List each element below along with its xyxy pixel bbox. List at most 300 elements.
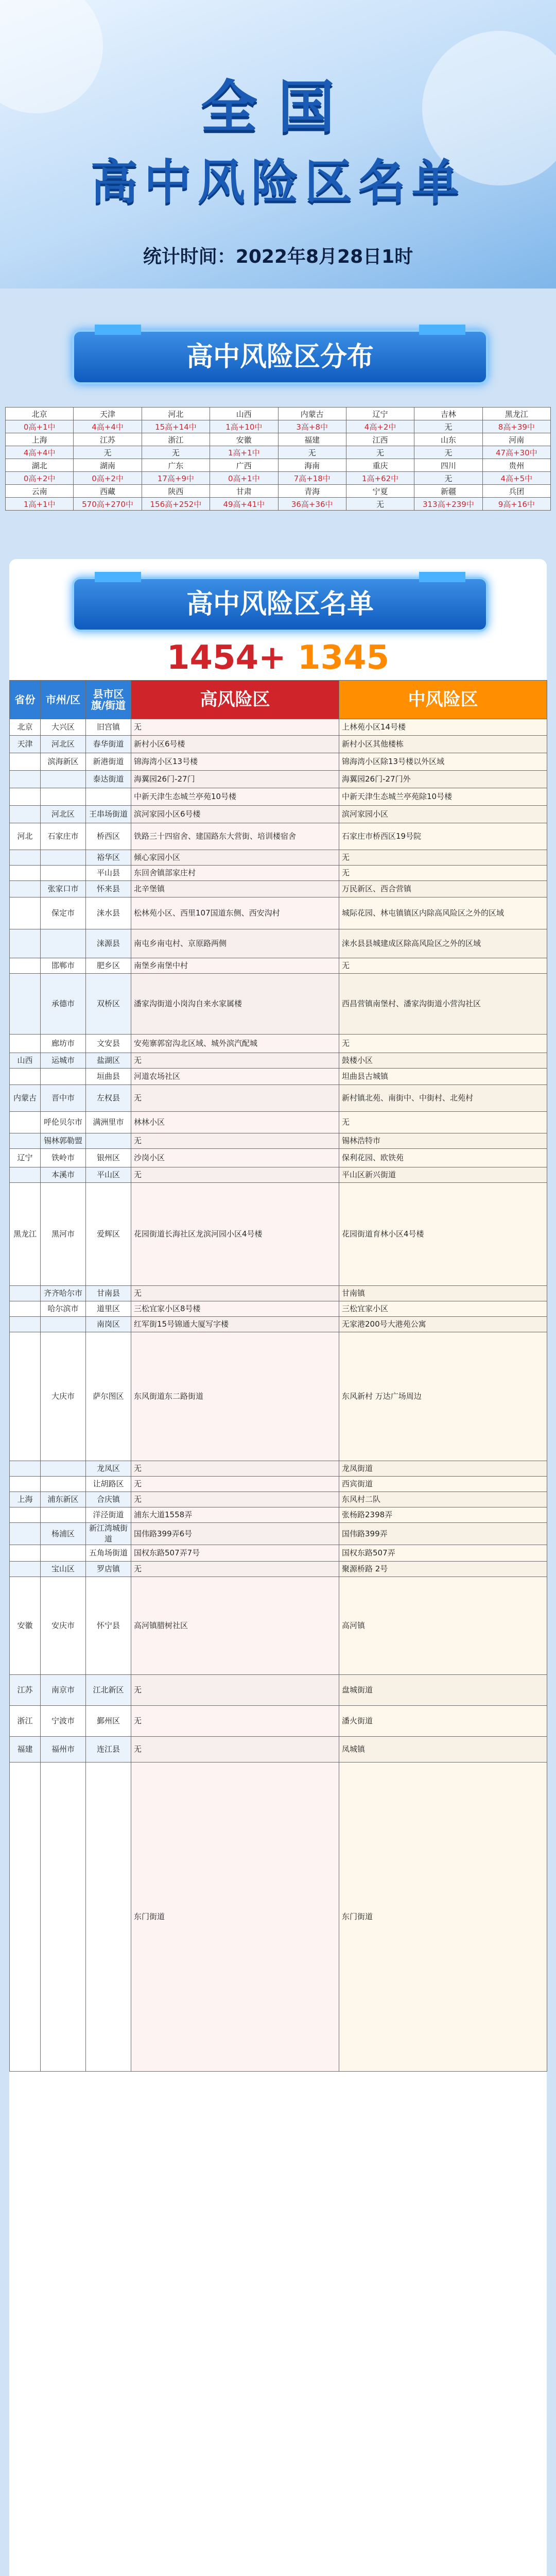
county-cell: 裕华区 [86, 850, 131, 866]
city-cell [41, 1461, 86, 1477]
province-cell: 河北 [10, 823, 41, 850]
mid-risk-cell: 无 [339, 1112, 547, 1133]
dist-province: 云南 [6, 485, 74, 498]
mid-risk-cell: 三松宜家小区 [339, 1301, 547, 1317]
mid-risk-cell: 西昌营镇南堡村、潘家沟街道小营沟社区 [339, 974, 547, 1035]
city-cell: 齐齐哈尔市 [41, 1286, 86, 1301]
dist-value-row [6, 420, 551, 433]
province-cell [10, 1332, 41, 1461]
stat-time: 统计时间：2022年8月28日1时 [143, 246, 413, 267]
mid-risk-cell: 上林苑小区14号楼 [339, 719, 547, 736]
county-cell: 盐湖区 [86, 1053, 131, 1069]
city-cell [41, 929, 86, 958]
high-risk-cell: 无 [131, 1477, 339, 1492]
dist-province: 河北 [142, 408, 210, 420]
high-risk-cell: 无 [131, 1053, 339, 1069]
province-cell [10, 1507, 41, 1523]
mid-risk-cell: 鼓楼小区 [339, 1053, 547, 1069]
dist-count: 156高+252中 [142, 498, 210, 511]
table-row [10, 1069, 547, 1085]
city-cell: 河北区 [41, 736, 86, 753]
mid-risk-cell: 无 [339, 866, 547, 881]
province-cell [10, 753, 41, 771]
table-row [10, 958, 547, 974]
province-cell [10, 1762, 41, 2072]
province-cell: 天津 [10, 736, 41, 753]
province-cell [10, 1035, 41, 1053]
county-cell: 桥西区 [86, 823, 131, 850]
province-cell: 黑龙江 [10, 1183, 41, 1286]
dist-count: 无 [414, 472, 482, 485]
dist-province: 吉林 [414, 408, 482, 420]
city-cell: 浦东新区 [41, 1492, 86, 1507]
dist-province: 黑龙江 [482, 408, 550, 420]
mid-risk-cell: 国权东路507弄 [339, 1545, 547, 1562]
mid-risk-cell: 新村镇北苑、南街中、中街村、北苑村 [339, 1085, 547, 1112]
county-cell: 左权县 [86, 1085, 131, 1112]
county-cell: 让胡路区 [86, 1477, 131, 1492]
city-cell: 呼伦贝尔市 [41, 1112, 86, 1133]
province-cell [10, 806, 41, 823]
province-cell [10, 1523, 41, 1545]
dist-count: 0高+2中 [6, 472, 74, 485]
dist-value-row [6, 472, 551, 485]
city-cell: 杨浦区 [41, 1523, 86, 1545]
dist-province: 内蒙古 [278, 408, 346, 420]
table-row [10, 1183, 547, 1286]
county-cell: 新港街道 [86, 753, 131, 771]
county-cell: 罗店镇 [86, 1562, 131, 1577]
mid-risk-cell: 东风新村 万达广场周边 [339, 1332, 547, 1461]
province-cell: 山西 [10, 1053, 41, 1069]
table-row [10, 1167, 547, 1183]
dist-count: 0高+1中 [6, 420, 74, 433]
county-cell [86, 788, 131, 806]
table-row [10, 1133, 547, 1149]
high-risk-cell: 北辛堡镇 [131, 881, 339, 897]
province-cell [10, 1286, 41, 1301]
dist-name-row [6, 408, 551, 420]
city-cell [41, 1545, 86, 1562]
city-cell: 宁波市 [41, 1706, 86, 1737]
mid-risk-cell: 无 [339, 1035, 547, 1053]
dist-province: 兵团 [482, 485, 550, 498]
dist-province: 新疆 [414, 485, 482, 498]
high-risk-cell: 无 [131, 1085, 339, 1112]
table-row [10, 1737, 547, 1762]
city-cell [41, 850, 86, 866]
city-cell: 大兴区 [41, 719, 86, 736]
province-cell [10, 1317, 41, 1332]
dist-province: 浙江 [142, 433, 210, 446]
county-cell: 道里区 [86, 1301, 131, 1317]
province-cell [10, 850, 41, 866]
mid-risk-cell: 保利花园、欧铁苑 [339, 1149, 547, 1167]
table-row [10, 1286, 547, 1301]
province-cell [10, 1562, 41, 1577]
county-cell: 龙凤区 [86, 1461, 131, 1477]
high-risk-cell: 三松宜家小区8号楼 [131, 1301, 339, 1317]
province-cell [10, 1112, 41, 1133]
high-risk-cell: 倾心家园小区 [131, 850, 339, 866]
high-risk-cell: 中新天津生态城兰亭苑10号楼 [131, 788, 339, 806]
risk-list-banner-text: 高中风险区名单 [186, 589, 374, 620]
dist-province: 安徽 [210, 433, 278, 446]
dist-count: 570高+270中 [74, 498, 142, 511]
title-line1: 全国 [201, 74, 355, 140]
distribution-table [5, 407, 551, 511]
dist-count: 4高+2中 [346, 420, 414, 433]
city-cell [41, 788, 86, 806]
city-cell: 黑河市 [41, 1183, 86, 1286]
city-cell [41, 1507, 86, 1523]
mid-risk-cell: 甘南镇 [339, 1286, 547, 1301]
county-cell: 平山区 [86, 1167, 131, 1183]
table-row [10, 1675, 547, 1706]
header-mid: 中风险区 [339, 681, 547, 719]
province-cell [10, 897, 41, 929]
dist-count: 0高+2中 [74, 472, 142, 485]
dist-province: 西藏 [74, 485, 142, 498]
high-risk-cell: 松林苑小区、西里107国道东侧、西安沟村 [131, 897, 339, 929]
province-cell [10, 1069, 41, 1085]
city-cell [41, 866, 86, 881]
header-county: 县市区旗/街道 [86, 681, 131, 719]
dist-value-row [6, 446, 551, 459]
dist-province: 四川 [414, 459, 482, 472]
dist-province: 天津 [74, 408, 142, 420]
mid-risk-cell: 海翼园26门-27门外 [339, 771, 547, 788]
province-cell: 北京 [10, 719, 41, 736]
risk-counts [0, 639, 556, 677]
dist-count: 49高+41中 [210, 498, 278, 511]
mid-risk-cell: 聚源桥路 2号 [339, 1562, 547, 1577]
province-cell [10, 974, 41, 1035]
table-row [10, 1332, 547, 1461]
mid-risk-cell: 凤城镇 [339, 1737, 547, 1762]
header-province: 省份 [10, 681, 41, 719]
city-cell [41, 1069, 86, 1085]
high-risk-cell: 浦东大道1558弄 [131, 1507, 339, 1523]
dist-count: 无 [74, 446, 142, 459]
high-risk-cell: 花园街道长海社区龙滨河园小区4号楼 [131, 1183, 339, 1286]
risk-table [9, 680, 547, 2072]
dist-province: 广东 [142, 459, 210, 472]
province-cell [10, 788, 41, 806]
county-cell: 平山县 [86, 866, 131, 881]
dist-count: 无 [414, 420, 482, 433]
high-risk-cell: 无 [131, 1167, 339, 1183]
county-cell: 旧宫镇 [86, 719, 131, 736]
mid-risk-cell: 无 [339, 850, 547, 866]
table-row [10, 1461, 547, 1477]
city-cell: 张家口市 [41, 881, 86, 897]
mid-risk-cell: 锦海湾小区除13号楼以外区域 [339, 753, 547, 771]
county-cell: 新江湾城街道 [86, 1523, 131, 1545]
high-risk-cell: 国伟路399弄6号 [131, 1523, 339, 1545]
city-cell: 石家庄市 [41, 823, 86, 850]
county-cell: 肥乡区 [86, 958, 131, 974]
mid-risk-cell: 盘城街道 [339, 1675, 547, 1706]
county-cell: 南岗区 [86, 1317, 131, 1332]
high-risk-cell: 新村小区6号楼 [131, 736, 339, 753]
title-line2: 高中风险区名单 [90, 155, 465, 210]
city-cell: 宝山区 [41, 1562, 86, 1577]
mid-risk-cell: 无 [339, 958, 547, 974]
county-cell: 王串场街道 [86, 806, 131, 823]
table-row [10, 1762, 547, 2072]
dist-province: 江苏 [74, 433, 142, 446]
dist-count: 1高+62中 [346, 472, 414, 485]
county-cell: 连江县 [86, 1737, 131, 1762]
dist-count: 9高+16中 [482, 498, 550, 511]
dist-count: 17高+9中 [142, 472, 210, 485]
hero-header [0, 0, 556, 289]
county-cell: 五角场街道 [86, 1545, 131, 1562]
dist-province: 江西 [346, 433, 414, 446]
table-row [10, 1053, 547, 1069]
table-row [10, 753, 547, 771]
table-row [10, 771, 547, 788]
city-cell: 运城市 [41, 1053, 86, 1069]
county-cell: 爱辉区 [86, 1183, 131, 1286]
high-risk-cell: 滨河家园小区6号楼 [131, 806, 339, 823]
mid-risk-cell: 高河镇 [339, 1577, 547, 1675]
province-cell: 上海 [10, 1492, 41, 1507]
province-cell: 江苏 [10, 1675, 41, 1706]
mid-risk-cell: 平山区新兴街道 [339, 1167, 547, 1183]
high-risk-cell: 东门街道 [131, 1762, 339, 2072]
dist-value-row [6, 498, 551, 511]
county-cell: 涞水县 [86, 897, 131, 929]
high-risk-cell: 高河镇腊树社区 [131, 1577, 339, 1675]
mid-risk-cell: 石家庄市桥西区19号院 [339, 823, 547, 850]
table-row [10, 736, 547, 753]
distribution-banner [72, 330, 488, 384]
mid-risk-cell: 无家港200号大港苑公寓 [339, 1317, 547, 1332]
dist-province: 辽宁 [346, 408, 414, 420]
table-row [10, 897, 547, 929]
high-risk-cell: 东风街道东二路街道 [131, 1332, 339, 1461]
city-cell: 滨海新区 [41, 753, 86, 771]
high-risk-cell: 红军街15号锦通大厦写字楼 [131, 1317, 339, 1332]
mid-risk-cell: 花园街道育林小区4号楼 [339, 1183, 547, 1286]
city-cell [41, 1477, 86, 1492]
mid-risk-cell: 坦曲县古城镇 [339, 1069, 547, 1085]
table-row [10, 1317, 547, 1332]
city-cell [41, 1317, 86, 1332]
city-cell: 邯郸市 [41, 958, 86, 974]
header-high: 高风险区 [131, 681, 339, 719]
table-row [10, 1523, 547, 1545]
mid-risk-cell: 东门街道 [339, 1762, 547, 2072]
dist-count: 8高+39中 [482, 420, 550, 433]
table-row [10, 1301, 547, 1317]
table-row [10, 1577, 547, 1675]
dist-count: 47高+30中 [482, 446, 550, 459]
mid-risk-cell: 新村小区其他楼栋 [339, 736, 547, 753]
dist-count: 36高+36中 [278, 498, 346, 511]
city-cell: 安庆市 [41, 1577, 86, 1675]
mid-risk-cell: 滨河家园小区 [339, 806, 547, 823]
mid-risk-cell: 西宾街道 [339, 1477, 547, 1492]
dist-count: 3高+8中 [278, 420, 346, 433]
dist-province: 北京 [6, 408, 74, 420]
table-row [10, 806, 547, 823]
county-cell: 鄞州区 [86, 1706, 131, 1737]
high-risk-cell: 无 [131, 1492, 339, 1507]
high-risk-cell: 无 [131, 1461, 339, 1477]
county-cell: 萨尔图区 [86, 1332, 131, 1461]
county-cell: 怀宁县 [86, 1577, 131, 1675]
mid-risk-cell: 涞水县县城建成区除高风险区之外的区域 [339, 929, 547, 958]
county-cell [86, 1762, 131, 2072]
table-row [10, 823, 547, 850]
dist-province: 贵州 [482, 459, 550, 472]
province-cell: 安徽 [10, 1577, 41, 1675]
city-cell: 廊坊市 [41, 1035, 86, 1053]
high-risk-cell: 无 [131, 1562, 339, 1577]
high-risk-cell: 河道农场社区 [131, 1069, 339, 1085]
dist-count: 15高+14中 [142, 420, 210, 433]
province-cell [10, 1167, 41, 1183]
province-cell [10, 771, 41, 788]
county-cell: 垣曲县 [86, 1069, 131, 1085]
table-row [10, 1507, 547, 1523]
high-risk-cell: 安苑寨郭窑沟北区域、城外滨汽配城 [131, 1035, 339, 1053]
city-cell: 铁岭市 [41, 1149, 86, 1167]
table-row [10, 1085, 547, 1112]
mid-risk-cell: 潘火街道 [339, 1706, 547, 1737]
mid-risk-cell: 锡林浩特市 [339, 1133, 547, 1149]
dist-province: 陕西 [142, 485, 210, 498]
city-cell: 晋中市 [41, 1085, 86, 1112]
province-cell [10, 1461, 41, 1477]
city-cell: 锡林郭勒盟 [41, 1133, 86, 1149]
mid-risk-cell: 张杨路2398弄 [339, 1507, 547, 1523]
dist-count: 无 [278, 446, 346, 459]
table-row [10, 1149, 547, 1167]
city-cell: 河北区 [41, 806, 86, 823]
dist-count: 4高+4中 [74, 420, 142, 433]
dist-count: 1高+1中 [6, 498, 74, 511]
mid-risk-cell: 城际花园、林屯镇镇区内除高风险区之外的区域 [339, 897, 547, 929]
dist-province: 广西 [210, 459, 278, 472]
header-city: 市州/区 [41, 681, 86, 719]
dist-name-row [6, 485, 551, 498]
high-risk-cell: 林林小区 [131, 1112, 339, 1133]
province-cell: 辽宁 [10, 1149, 41, 1167]
dist-province: 湖南 [74, 459, 142, 472]
county-cell: 甘南县 [86, 1286, 131, 1301]
mid-risk-cell: 国伟路399弄 [339, 1523, 547, 1545]
table-row [10, 974, 547, 1035]
dist-count: 无 [346, 446, 414, 459]
mid-risk-cell: 东风村二队 [339, 1492, 547, 1507]
high-risk-cell: 南屯乡南屯村、京原路两侧 [131, 929, 339, 958]
province-cell [10, 1545, 41, 1562]
distribution-banner-text: 高中风险区分布 [186, 342, 374, 372]
dist-count: 1高+10中 [210, 420, 278, 433]
dist-province: 山西 [210, 408, 278, 420]
city-cell: 保定市 [41, 897, 86, 929]
high-risk-cell: 无 [131, 719, 339, 736]
dist-province: 重庆 [346, 459, 414, 472]
dist-name-row [6, 459, 551, 472]
table-row [10, 1477, 547, 1492]
dist-province: 上海 [6, 433, 74, 446]
county-cell: 满洲里市 [86, 1112, 131, 1133]
table-row [10, 929, 547, 958]
province-cell [10, 1477, 41, 1492]
county-cell: 文安县 [86, 1035, 131, 1053]
county-cell: 春华街道 [86, 736, 131, 753]
dist-count: 4高+4中 [6, 446, 74, 459]
province-cell [10, 1133, 41, 1149]
dist-count: 0高+1中 [210, 472, 278, 485]
county-cell [86, 1133, 131, 1149]
county-cell: 怀来县 [86, 881, 131, 897]
dist-province: 宁夏 [346, 485, 414, 498]
high-risk-cell: 国权东路507弄7号 [131, 1545, 339, 1562]
city-cell: 承德市 [41, 974, 86, 1035]
province-cell: 浙江 [10, 1706, 41, 1737]
county-cell: 银州区 [86, 1149, 131, 1167]
city-cell [41, 771, 86, 788]
high-risk-cell: 无 [131, 1675, 339, 1706]
county-cell: 洋泾街道 [86, 1507, 131, 1523]
high-risk-cell: 锦海湾小区13号楼 [131, 753, 339, 771]
province-cell [10, 881, 41, 897]
province-cell: 福建 [10, 1737, 41, 1762]
dist-name-row [6, 433, 551, 446]
high-risk-cell: 无 [131, 1286, 339, 1301]
high-risk-cell: 铁路三十四宿舍、建国路东大营街、培训楼宿舍 [131, 823, 339, 850]
dist-province: 河南 [482, 433, 550, 446]
table-row [10, 719, 547, 736]
table-row [10, 1545, 547, 1562]
high-risk-cell: 东回舍镇部家庄村 [131, 866, 339, 881]
mid-risk-cell: 中新天津生态城兰亭苑除10号楼 [339, 788, 547, 806]
mid-risk-cell: 龙凤街道 [339, 1461, 547, 1477]
county-cell: 涞源县 [86, 929, 131, 958]
county-cell: 双桥区 [86, 974, 131, 1035]
risk-list-banner [72, 577, 488, 632]
high-risk-cell: 海翼园26门-27门 [131, 771, 339, 788]
table-row [10, 881, 547, 897]
dist-province: 海南 [278, 459, 346, 472]
high-risk-cell: 沙岗小区 [131, 1149, 339, 1167]
city-cell: 大庆市 [41, 1332, 86, 1461]
table-row [10, 850, 547, 866]
dist-province: 湖北 [6, 459, 74, 472]
high-risk-cell: 潘家沟街道小岗沟自来水家属楼 [131, 974, 339, 1035]
dist-province: 青海 [278, 485, 346, 498]
table-row [10, 1035, 547, 1053]
city-cell: 南京市 [41, 1675, 86, 1706]
province-cell [10, 958, 41, 974]
province-cell [10, 866, 41, 881]
province-cell: 内蒙古 [10, 1085, 41, 1112]
dist-province: 山东 [414, 433, 482, 446]
table-row [10, 788, 547, 806]
county-cell: 江北新区 [86, 1675, 131, 1706]
high-risk-cell: 无 [131, 1706, 339, 1737]
city-cell: 本溪市 [41, 1167, 86, 1183]
city-cell: 哈尔滨市 [41, 1301, 86, 1317]
dist-count: 无 [142, 446, 210, 459]
dist-count: 无 [346, 498, 414, 511]
